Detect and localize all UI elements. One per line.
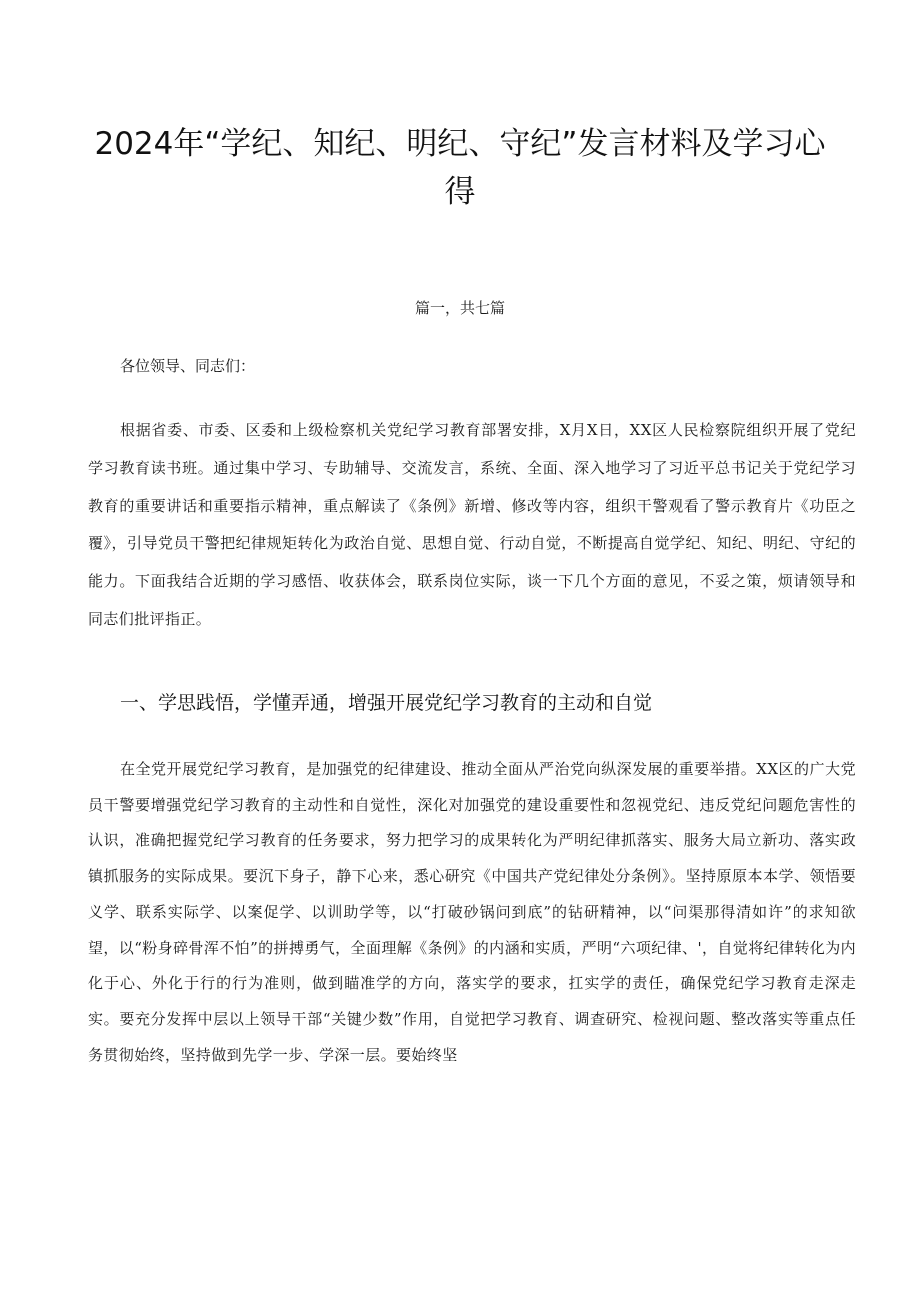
body-paragraph-1: 根据省委、市委、区委和上级检察机关党纪学习教育部署安排，X月X日，XX区人民检察院组织开展了党纪学习教育读书班。通过集中学习、专助辅导、交流发言，系统、全面、深入地学习了习近平总书记关于党纪学习教育的重要讲话和重要指示精神，重点解读了《条例》新增、修改等内容，组织干警观看了警示教育片《功臣之覆》，引导党员干警把纪律规矩转化为政治自觉、思想自觉、行动自觉，不断提高自觉学纪、知纪、明纪、守纪的能力。下面我结合近期的学习感悟、收获体会，联系岗位实际，谈一下几个方面的意见，不妥之策，烦请领导和同志们批评指正。 bbox=[88, 421, 856, 628]
section-heading-1: 一、学思践悟，学懂弄通，增强开展党纪学习教育的主动和自觉 bbox=[120, 692, 653, 714]
body-paragraph-2: 在全党开展党纪学习教育，是加强党的纪律建设、推动全面从严治党向纵深发展的重要举措。XX区的广大党员干警要增强党纪学习教育的主动性和自觉性，深化对加强党的建设重要性和忽视党纪、违反党纪问题危害性的认识，准确把握党纪学习教育的任务要求，努力把学习的成果转化为严明纪律抓落实、服务大局立新功、落实政镇抓服务的实际成果。要沉下身子，静下心来，悉心研究《中国共产党纪律处分条例》。坚持原原本本学、领悟要义学、联系实际学、以案促学、以训助学等，以“打破砂锅问到底”的钻研精神，以“问渠那得清如许”的求知欲望，以“粉身碎骨浑不怕”的拼搏勇气，全面理解《条例》的内涵和实质，严明“六项纪律、'，自觉将纪律转化为内化于心、外化于行的行为准则，做到瞄准学的方向，落实学的要求，扛实学的责任，确保党纪学习教育走深走实。要充分发挥中层以上领导干部“关键少数”作用，自觉把学习教育、调查研究、检视问题、整改落实等重点任务贯彻始终，坚持做到先学一步、学深一层。要始终坚 bbox=[88, 760, 856, 1064]
document-subtitle: 篇一，共七篇 bbox=[414, 299, 505, 317]
document-title: 2024年“学纪、知纪、明纪、守纪”发言材料及学习心得 bbox=[94, 126, 826, 210]
salutation: 各位领导、同志们： bbox=[120, 357, 256, 375]
